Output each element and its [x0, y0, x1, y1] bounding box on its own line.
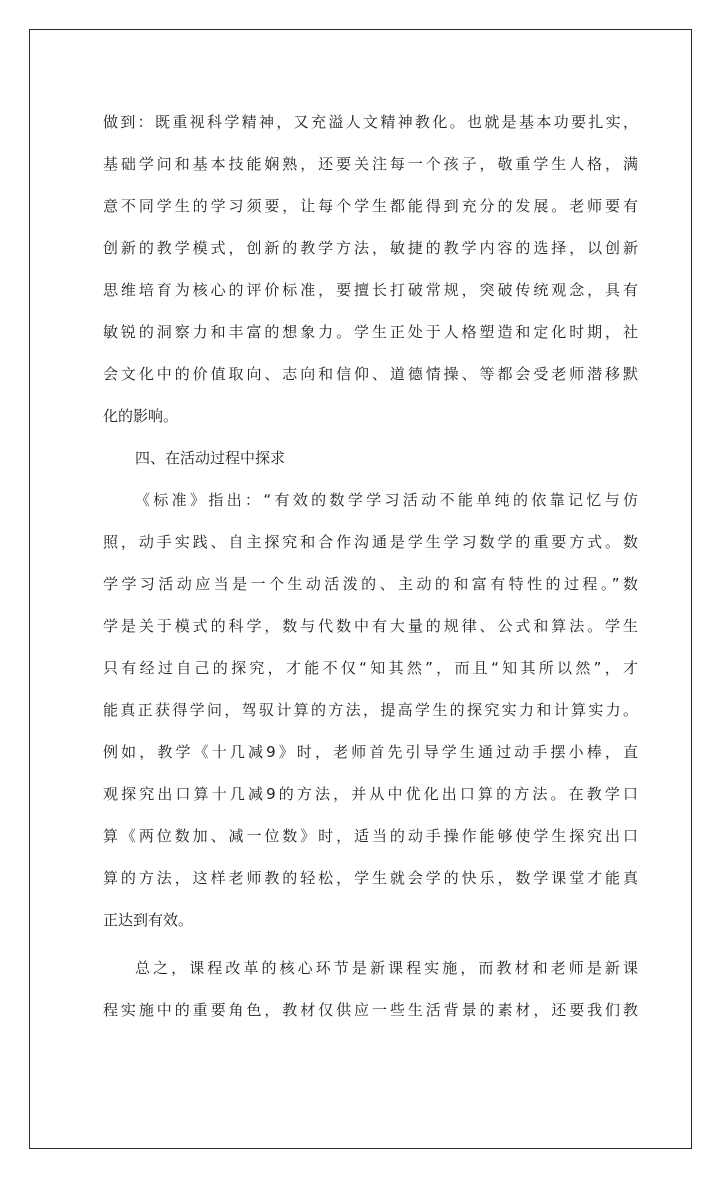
- text-line: 总之，课程改革的核心环节是新课程实施，而教材和老师是新课: [135, 959, 638, 977]
- text-line: 照，动手实践、自主探究和合作沟通是学生学习数学的重要方式。数: [103, 533, 638, 551]
- text-line: 算《两位数加、减一位数》时，适当的动手操作能够使学生探究出口: [103, 827, 638, 845]
- text-line: 意不同学生的学习须要，让每个学生都能得到充分的发展。老师要有: [103, 197, 638, 215]
- text-line: 程实施中的重要角色，教材仅供应一些生活背景的素材，还要我们教: [103, 1001, 638, 1019]
- section-heading: 四、在活动过程中探求: [135, 449, 286, 467]
- text-line: 创新的教学模式，创新的教学方法，敏捷的教学内容的选择，以创新: [103, 239, 638, 257]
- text-line: 思维培育为核心的评价标准，要擅长打破常规，突破传统观念，具有: [103, 281, 638, 299]
- text-line: 化的影响。: [103, 407, 179, 425]
- text-line: 观探究出口算十几减9的方法，并从中优化出口算的方法。在教学口: [103, 785, 638, 803]
- text-line: 基础学问和基本技能娴熟，还要关注每一个孩子，敬重学生人格，满: [103, 155, 638, 173]
- text-line: 正达到有效。: [103, 911, 194, 929]
- text-line: 会文化中的价值取向、志向和信仰、道德情操、等都会受老师潜移默: [103, 365, 638, 383]
- text-line: 学学习活动应当是一个生动活泼的、主动的和富有特性的过程。”数: [103, 575, 638, 593]
- text-line: 算的方法，这样老师教的轻松，学生就会学的快乐，数学课堂才能真: [103, 869, 638, 887]
- document-page: [29, 29, 692, 1149]
- text-line: 《标准》指出：“有效的数学学习活动不能单纯的依靠记忆与仿: [135, 491, 638, 509]
- text-line: 敏锐的洞察力和丰富的想象力。学生正处于人格塑造和定化时期，社: [103, 323, 638, 341]
- text-line: 只有经过自己的探究，才能不仅“知其然”，而且“知其所以然”，才: [103, 659, 638, 677]
- text-line: 做到：既重视科学精神，又充溢人文精神教化。也就是基本功要扎实，: [103, 113, 638, 131]
- text-line: 学是关于模式的科学，数与代数中有大量的规律、公式和算法。学生: [103, 617, 638, 635]
- text-line: 例如，教学《十几减9》时，老师首先引导学生通过动手摆小棒，直: [103, 743, 638, 761]
- text-line: 能真正获得学问，驾驭计算的方法，提高学生的探究实力和计算实力。: [103, 701, 638, 719]
